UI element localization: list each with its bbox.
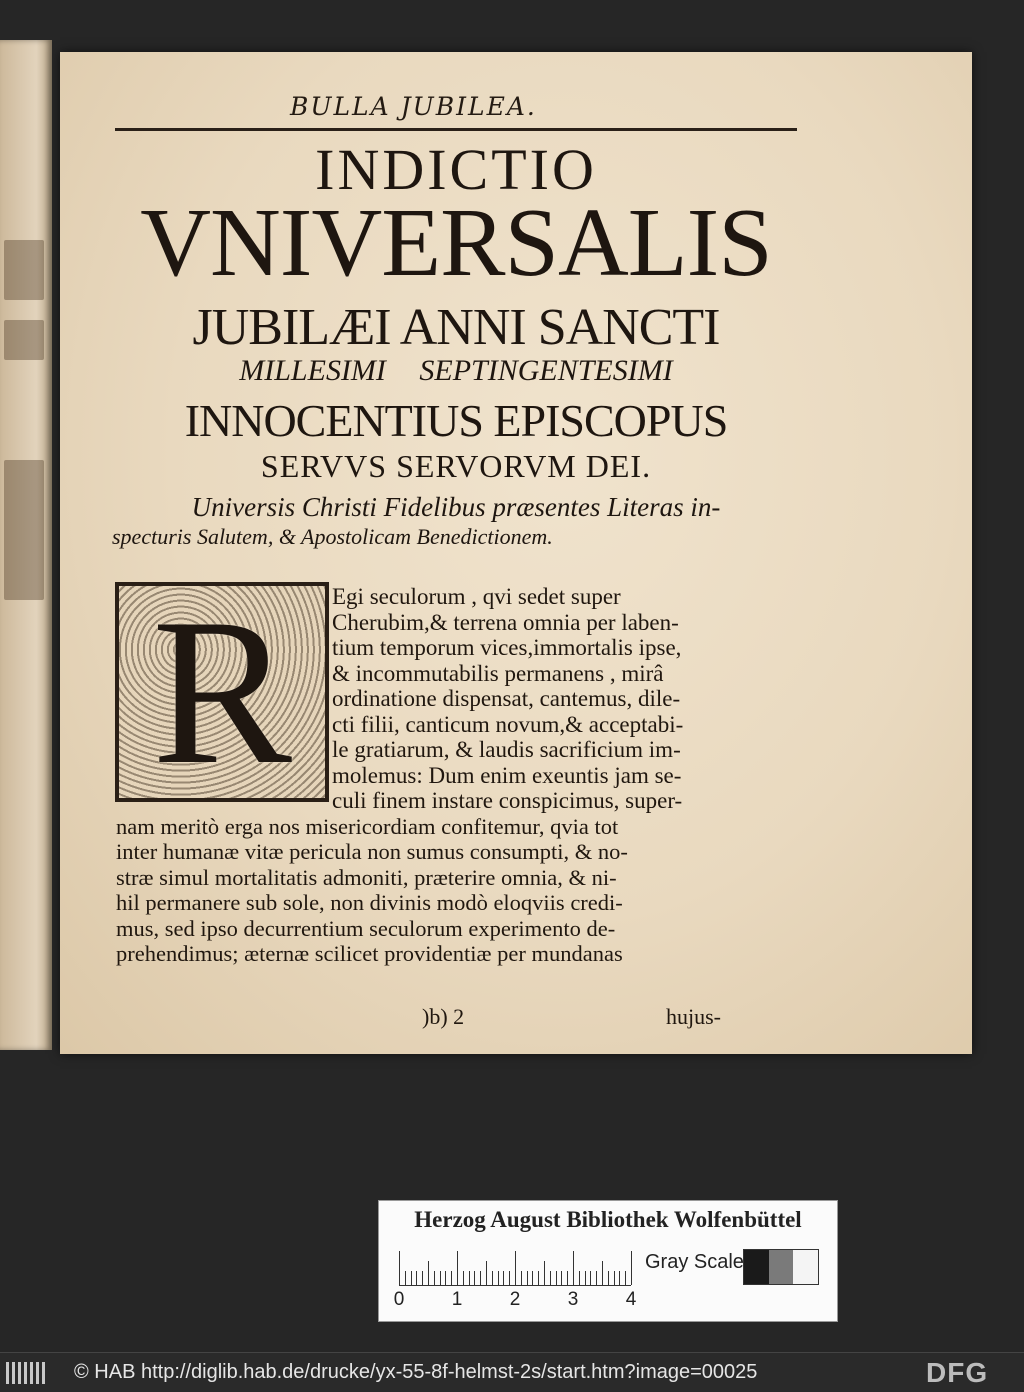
ruler-tick <box>561 1271 562 1285</box>
barcode-icon <box>6 1362 48 1384</box>
grayscale-label: Gray Scale <box>645 1251 744 1273</box>
adjacent-page-edge <box>0 40 52 1050</box>
ruler-tick <box>527 1271 528 1285</box>
salutation-line: specturis Salutem, & Apostolicam Benedictionem. <box>112 524 553 549</box>
ruler-tick <box>463 1271 464 1285</box>
ink-bleed <box>4 320 44 360</box>
grayscale-swatch <box>744 1250 769 1284</box>
body-line: tium temporum vices,immortalis ipse, <box>332 635 682 660</box>
salutation-line: Universis Christi Fidelibus præsentes Literas in- <box>191 492 721 522</box>
scanned-page <box>60 52 972 1054</box>
body-line: hil permanere sub sole, non divinis modò eloqviis credi- <box>116 890 623 915</box>
ruler-tick <box>422 1271 423 1285</box>
header-rule <box>115 128 797 131</box>
body-line: Cherubim,& terrena omnia per laben- <box>332 609 679 635</box>
signature-mark: )b) 2 <box>422 1004 465 1029</box>
catchword: hujus- <box>666 1004 721 1029</box>
ruler-tick <box>556 1271 557 1285</box>
grayscale-swatch <box>769 1250 794 1284</box>
ruler-tick <box>619 1271 620 1285</box>
grayscale-swatches <box>743 1249 819 1285</box>
ruler-tick <box>451 1271 452 1285</box>
ruler-tick <box>480 1271 481 1285</box>
title-line: INDICTIO <box>315 137 597 202</box>
ruler-tick <box>573 1251 574 1285</box>
ruler-number: 4 <box>625 1289 637 1310</box>
ruler-tick <box>631 1251 632 1285</box>
ruler-tick <box>405 1271 406 1285</box>
body-line: le gratiarum, & laudis sacrificium im- <box>332 737 681 762</box>
ruler-tick <box>440 1271 441 1285</box>
ruler-number: 3 <box>567 1289 579 1310</box>
title-line: SERVVS SERVORVM DEI. <box>260 448 652 484</box>
ruler-tick <box>625 1271 626 1285</box>
ruler-tick <box>585 1271 586 1285</box>
ruler-tick <box>590 1271 591 1285</box>
grayscale-swatch <box>793 1250 818 1284</box>
body-line: & incommutabilis permanens , mirâ <box>332 660 664 686</box>
copyright-link[interactable]: © HAB http://diglib.hab.de/drucke/yx-55-8f-helmst-2s/start.htm?image=00025 <box>74 1361 758 1383</box>
status-bar <box>0 1352 1024 1392</box>
body-line: ordinatione dispensat, cantemus, dile- <box>332 686 681 711</box>
ruler-tick <box>614 1271 615 1285</box>
body-line: prehendimus; æternæ scilicet providentiæ per mundanas <box>116 941 623 966</box>
dfg-logo: DFG <box>926 1357 989 1388</box>
title-line: JUBILÆI ANNI SANCTI <box>192 299 720 356</box>
body-line: nam meritò erga nos misericordiam confitemur, qvia tot <box>116 813 619 839</box>
body-line: molemus: Dum enim exeuntis jam se- <box>332 762 682 788</box>
ruler-tick <box>544 1261 545 1285</box>
ruler-tick <box>550 1271 551 1285</box>
title-line: VNIVERSALIS <box>140 189 772 297</box>
ruler-tick <box>579 1271 580 1285</box>
ruler-tick <box>498 1271 499 1285</box>
title-line: MILLESIMI SEPTINGENTESIMI <box>239 354 673 387</box>
body-line: Egi seculorum , qvi sedet super <box>332 584 621 609</box>
ink-bleed <box>4 240 44 300</box>
decorated-initial <box>115 576 329 808</box>
ruler-tick <box>445 1271 446 1285</box>
ruler-tick <box>492 1271 493 1285</box>
ruler-tick <box>521 1271 522 1285</box>
library-name: Herzog August Bibliothek Wolfenbüttel <box>414 1207 802 1232</box>
initial-letter: R <box>119 586 325 798</box>
ruler-tick <box>428 1261 429 1285</box>
running-head: BULLA JUBILEA. <box>290 92 537 121</box>
ruler-tick <box>596 1271 597 1285</box>
measurement-ruler <box>399 1251 631 1286</box>
ruler-number: 2 <box>509 1289 521 1310</box>
ruler-tick <box>416 1271 417 1285</box>
ruler-number: 0 <box>393 1289 405 1310</box>
title-line: INNOCENTIUS EPISCOPUS <box>184 395 728 446</box>
ruler-tick <box>457 1251 458 1285</box>
ruler-tick <box>515 1251 516 1285</box>
ruler-tick <box>538 1271 539 1285</box>
ruler-tick <box>509 1271 510 1285</box>
ruler-tick <box>567 1271 568 1285</box>
ruler-tick <box>469 1271 470 1285</box>
body-line: inter humanæ vitæ pericula non sumus consumpti, & no- <box>116 839 628 864</box>
ruler-tick <box>399 1251 400 1285</box>
ruler-tick <box>411 1271 412 1285</box>
body-line: culi finem instare conspicimus, super- <box>332 788 683 813</box>
ruler-tick <box>486 1261 487 1285</box>
body-line: stræ simul mortalitatis admoniti, præterire omnia, & ni- <box>116 864 617 890</box>
library-scale-card <box>378 1200 838 1322</box>
ruler-tick <box>532 1271 533 1285</box>
ruler-tick <box>602 1261 603 1285</box>
ruler-tick <box>608 1271 609 1285</box>
body-line: mus, sed ipso decurrentium seculorum experimento de- <box>116 915 616 941</box>
ink-bleed <box>4 460 44 600</box>
body-line: cti filii, canticum novum,& acceptabi- <box>332 711 684 737</box>
ruler-number: 1 <box>451 1289 463 1310</box>
ruler-tick <box>434 1271 435 1285</box>
ruler-tick <box>503 1271 504 1285</box>
ruler-tick <box>474 1271 475 1285</box>
